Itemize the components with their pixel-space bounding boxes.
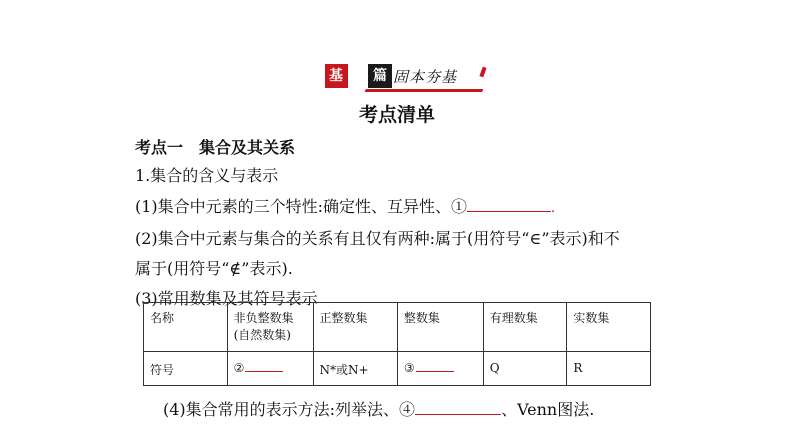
answer-blank-4 (415, 400, 501, 415)
paragraph-2a: (2)集合中元素与集合的关系有且仅有两种:属于(用符号“∈”表示)和不 (135, 229, 620, 248)
table-cell: 非负整数集 (自然数集) (227, 303, 313, 352)
section-heading: 考点一 集合及其关系 (135, 138, 296, 157)
number-sets-table (143, 302, 651, 386)
table-cell: 有理数集 (483, 303, 567, 352)
page-title: 考点清单 (358, 104, 435, 126)
paragraph-1-text: (1)集合中元素的三个特性:确定性、互异性、① (135, 197, 468, 216)
paragraph-4 (163, 397, 594, 420)
banner-red-label: 基础 (325, 64, 348, 88)
banner-black-label: 篇 (368, 64, 392, 88)
table-cell: 符号 (144, 352, 228, 386)
table-row-symbols (144, 352, 651, 386)
banner-tick-mark (479, 67, 486, 78)
table-cell (397, 352, 483, 386)
answer-blank-1 (467, 197, 551, 212)
table-cell: R (567, 352, 651, 386)
table-cell: 整数集 (397, 303, 483, 352)
banner-script-label: 固本夯基 (393, 68, 458, 86)
paragraph-4-end: 、Venn图法. (501, 400, 595, 419)
paragraph-2b: 属于(用符号“∉”表示). (135, 259, 293, 278)
table-cell: Q (483, 352, 567, 386)
table-cell (227, 352, 313, 386)
paragraph-1 (135, 194, 555, 217)
paragraph-3: (3)常用数集及其符号表示 (135, 289, 318, 308)
cell-blank-label: ③ (403, 361, 415, 375)
paragraph-4-text: (4)集合常用的表示方法:列举法、④ (163, 400, 416, 419)
table-cell: 实数集 (567, 303, 651, 352)
paragraph-1-end: . (551, 201, 555, 215)
subsection-1: 1.集合的含义与表示 (135, 166, 279, 185)
answer-blank-3 (416, 361, 454, 372)
table-row-header (144, 303, 651, 352)
cell-blank-label: ② (233, 361, 245, 375)
answer-blank-2 (245, 361, 283, 372)
table-cell: N*或N+ (313, 352, 397, 386)
banner-underline (364, 89, 483, 92)
table-cell: 名称 (144, 303, 228, 352)
table-cell: 正整数集 (313, 303, 397, 352)
